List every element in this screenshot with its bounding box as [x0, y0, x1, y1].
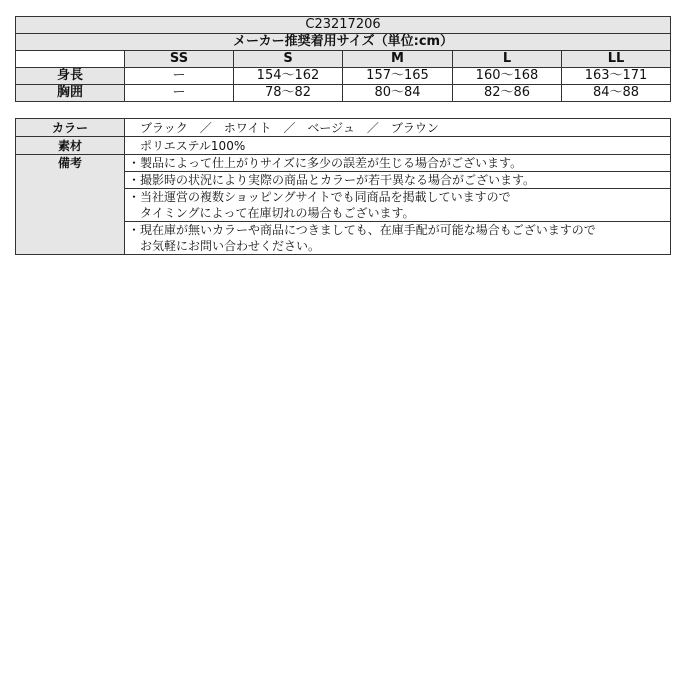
- product-code: C23217206: [16, 17, 671, 34]
- size-header-row: [16, 51, 671, 68]
- note-item: [125, 189, 671, 222]
- color-label: カラー: [16, 119, 125, 137]
- note-line: ・製品によって仕上がりサイズに多少の誤差が生じる場合がございます。: [128, 156, 523, 170]
- material-row: [16, 137, 671, 155]
- notes-row: [16, 155, 671, 172]
- size-header-cell: SS: [125, 51, 234, 68]
- note-line: ・現在庫が無いカラーや商品につきましても、在庫手配が可能な場合もございますので: [128, 223, 596, 237]
- size-value-cell: 78〜82: [234, 85, 343, 102]
- material-label: 素材: [16, 137, 125, 155]
- size-row-label: 身長: [16, 68, 125, 85]
- size-header-cell: LL: [562, 51, 671, 68]
- note-line: お気軽にお問い合わせください。: [128, 239, 321, 253]
- size-value-cell: 157〜165: [343, 68, 453, 85]
- size-header-cell: S: [234, 51, 343, 68]
- color-row: [16, 119, 671, 137]
- size-table: [15, 16, 671, 102]
- note-item: [125, 222, 671, 255]
- size-value-cell: ー: [125, 85, 234, 102]
- note-item: [125, 172, 671, 189]
- size-value-cell: 163〜171: [562, 68, 671, 85]
- size-value-cell: 160〜168: [453, 68, 562, 85]
- note-line: タイミングによって在庫切れの場合もございます。: [128, 206, 415, 220]
- notes-label: 備考: [16, 155, 125, 255]
- note-line: ・当社運営の複数ショッピングサイトでも同商品を掲載していますので: [128, 190, 511, 204]
- size-table-code-row: [16, 17, 671, 34]
- size-row-chest: [16, 85, 671, 102]
- size-row-height: [16, 68, 671, 85]
- size-header-cell: L: [453, 51, 562, 68]
- size-table-subtitle-row: [16, 34, 671, 51]
- size-value-cell: 84〜88: [562, 85, 671, 102]
- size-row-label: 胸囲: [16, 85, 125, 102]
- note-line: ・撮影時の状況により実際の商品とカラーが若干異なる場合がございます。: [128, 173, 536, 187]
- size-value-cell: ー: [125, 68, 234, 85]
- size-value-cell: 82〜86: [453, 85, 562, 102]
- size-value-cell: 80〜84: [343, 85, 453, 102]
- note-item: [125, 155, 671, 172]
- size-header-cell: M: [343, 51, 453, 68]
- color-value: ブラック ／ ホワイト ／ ベージュ ／ ブラウン: [125, 119, 671, 137]
- size-table-subtitle: メーカー推奨着用サイズ（単位:cm）: [16, 34, 671, 51]
- size-header-blank: [16, 51, 125, 68]
- info-table: [15, 118, 671, 255]
- size-value-cell: 154〜162: [234, 68, 343, 85]
- material-value: ポリエステル100%: [125, 137, 671, 155]
